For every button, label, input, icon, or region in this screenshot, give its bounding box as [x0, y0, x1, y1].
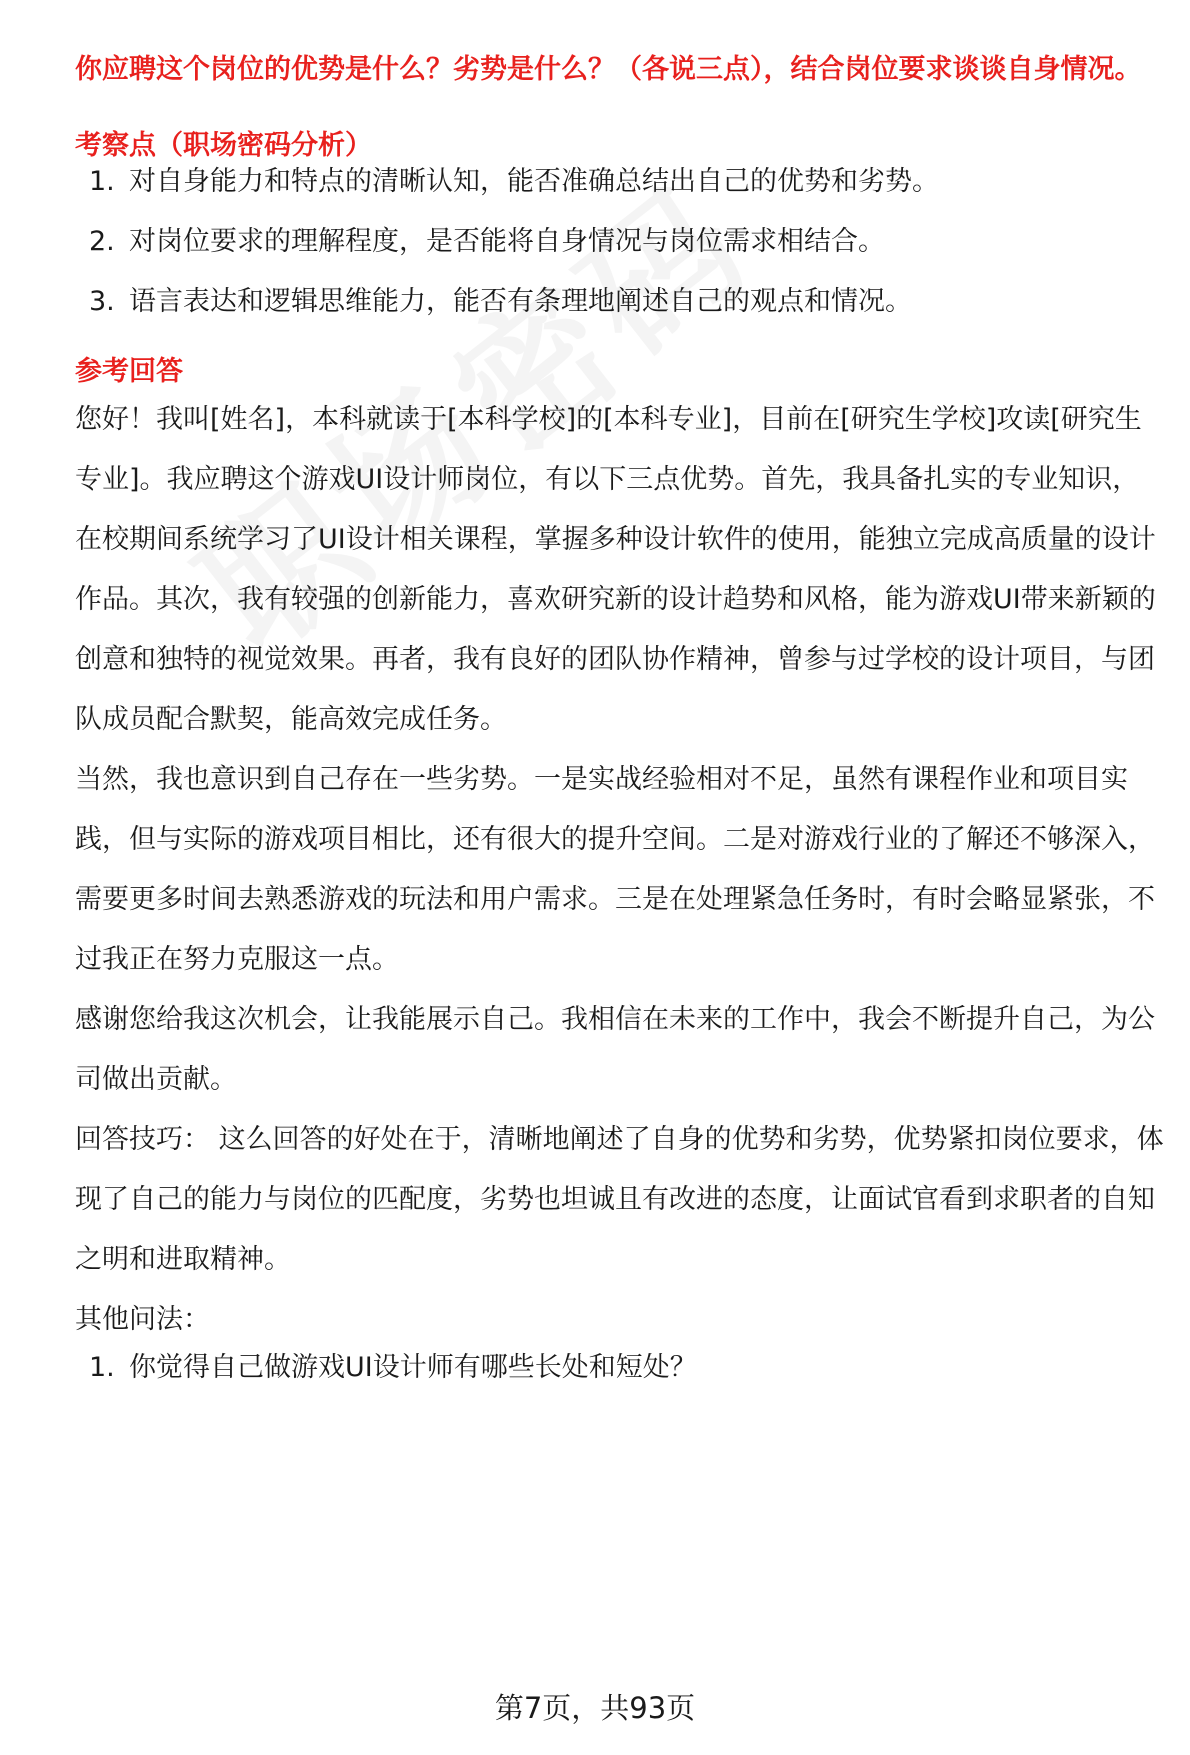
section-title-answer: 参考回答: [75, 356, 183, 387]
list-item: [75, 284, 1165, 320]
list-item-text: 对岗位要求的理解程度，是否能将自身情况与岗位需求相结合。: [129, 226, 885, 257]
list-item-text: 语言表达和逻辑思维能力，能否有条理地阐述自己的观点和情况。: [129, 286, 912, 317]
list-item-number: 2.: [89, 226, 115, 257]
other-questions-list: [75, 1350, 1165, 1386]
question-heading: 你应聘这个岗位的优势是什么？劣势是什么？（各说三点），结合岗位要求谈谈自身情况。: [75, 54, 1142, 85]
points-list: [75, 164, 1165, 320]
answer-tips-paragraph: 回答技巧： 这么回答的好处在于，清晰地阐述了自身的优势和劣势，优势紧扣岗位要求，体现了自己的能力与岗位的匹配度，劣势也坦诚且有改进的态度，让面试官看到求职者的自知之明和进取精神。: [75, 1124, 1164, 1275]
list-item-number: 1.: [89, 1352, 115, 1383]
list-item: [75, 164, 1165, 200]
other-questions-label: 其他问法：: [75, 1304, 210, 1335]
list-item-number: 3.: [89, 286, 115, 317]
page-footer: 第7页，共93页: [494, 1691, 696, 1725]
page-content: [75, 52, 1165, 1386]
list-item-text: 对自身能力和特点的清晰认知，能否准确总结出自己的优势和劣势。: [129, 166, 939, 197]
list-item-number: 1.: [89, 166, 115, 197]
answer-paragraph-thanks: 感谢您给我这次机会，让我能展示自己。我相信在未来的工作中，我会不断提升自己，为公司做出贡献。: [75, 1004, 1155, 1095]
section-title-points: 考察点（职场密码分析）: [75, 130, 372, 161]
list-item: [75, 1350, 1165, 1386]
answer-paragraph-strengths: 您好！我叫[姓名]，本科就读于[本科学校]的[本科专业]，目前在[研究生学校]攻读[研究生专业]。我应聘这个游戏UI设计师岗位，有以下三点优势。首先，我具备扎实的专业知识，在校期间系统学习了UI设计相关课程，掌握多种设计软件的使用，能独立完成高质量的设计作品。其次，我有较强的创新能力，喜欢研究新的设计趋势和风格，能为游戏UI带来新颖的创意和独特的视觉效果。再者，我有良好的团队协作精神，曾参与过学校的设计项目，与团队成员配合默契，能高效完成任务。: [75, 404, 1156, 735]
answer-paragraph-weaknesses: 当然，我也意识到自己存在一些劣势。一是实战经验相对不足，虽然有课程作业和项目实践，但与实际的游戏项目相比，还有很大的提升空间。二是对游戏行业的了解还不够深入，需要更多时间去熟悉游戏的玩法和用户需求。三是在处理紧急任务时，有时会略显紧张，不过我正在努力克服这一点。: [75, 764, 1155, 975]
list-item: [75, 224, 1165, 260]
list-item-text: 你觉得自己做游戏UI设计师有哪些长处和短处？: [129, 1352, 697, 1383]
